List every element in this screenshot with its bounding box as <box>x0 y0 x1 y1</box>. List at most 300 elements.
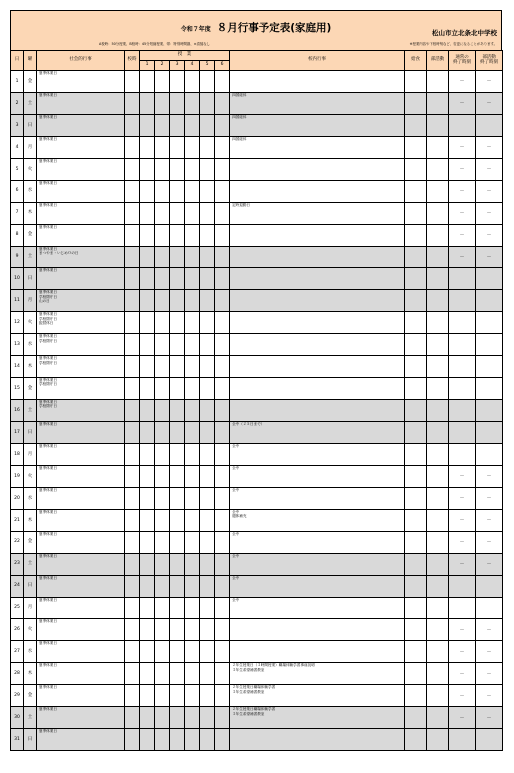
period-3-cell <box>170 356 185 378</box>
period-1-cell <box>140 443 155 465</box>
period-4-cell <box>185 465 200 487</box>
col-social-events: 社会的行事 <box>37 51 125 71</box>
school-event-line: 四国総体 <box>232 136 247 141</box>
period-1-cell <box>140 290 155 312</box>
normal-end-time-cell: － <box>449 509 476 531</box>
social-event-line: 夏季休業日 <box>39 707 57 712</box>
lunch-cell <box>405 378 427 400</box>
social-event-line: 学校閉庁日 <box>39 316 57 321</box>
day-cell: 3 <box>11 114 24 136</box>
social-event-line: 夏季休業日 <box>39 92 57 97</box>
social-event-line: 夏季休業日 <box>39 465 57 470</box>
period-2-cell <box>155 553 170 575</box>
day-cell: 9 <box>11 246 24 268</box>
period-type-cell <box>125 663 140 685</box>
period-type-cell <box>125 597 140 619</box>
lunch-cell <box>405 334 427 356</box>
weekday-cell: 火 <box>24 158 37 180</box>
social-event-line: 夏季休業日 <box>39 443 57 448</box>
table-row <box>11 531 503 553</box>
period-4-cell <box>185 707 200 729</box>
day-cell: 27 <box>11 641 24 663</box>
period-type-cell <box>125 202 140 224</box>
club-end-time-cell <box>476 290 503 312</box>
club-end-time-cell: － <box>476 246 503 268</box>
club-cell <box>427 224 449 246</box>
club-end-time-cell <box>476 597 503 619</box>
period-1-cell <box>140 641 155 663</box>
normal-end-time-cell <box>449 597 476 619</box>
period-3-cell <box>170 663 185 685</box>
period-2-cell <box>155 509 170 531</box>
col-lunch: 給食 <box>405 51 427 71</box>
period-2-cell <box>155 158 170 180</box>
period-4-cell <box>185 71 200 93</box>
period-6-cell <box>215 114 230 136</box>
table-row <box>11 619 503 641</box>
club-cell <box>427 71 449 93</box>
club-cell <box>427 619 449 641</box>
period-3-cell <box>170 334 185 356</box>
lunch-cell <box>405 641 427 663</box>
day-cell: 15 <box>11 378 24 400</box>
period-1-cell <box>140 356 155 378</box>
normal-end-time-cell <box>449 312 476 334</box>
normal-end-time-cell <box>449 729 476 751</box>
period-3-cell <box>170 378 185 400</box>
col-normal-end-l2: 終了時刻 <box>453 59 472 65</box>
club-end-time-cell <box>476 575 503 597</box>
social-events-cell <box>37 465 125 487</box>
period-3-cell <box>170 707 185 729</box>
period-6-cell <box>215 619 230 641</box>
period-type-cell <box>125 224 140 246</box>
period-6-cell <box>215 553 230 575</box>
period-4-cell <box>185 597 200 619</box>
social-event-line: 夏季休業日 <box>39 619 57 624</box>
lunch-cell <box>405 553 427 575</box>
day-cell: 23 <box>11 553 24 575</box>
table-row <box>11 334 503 356</box>
day-cell: 13 <box>11 334 24 356</box>
school-events-cell <box>230 114 405 136</box>
social-events-cell <box>37 707 125 729</box>
period-type-cell <box>125 465 140 487</box>
period-4-cell <box>185 202 200 224</box>
period-6-cell <box>215 71 230 93</box>
social-events-cell <box>37 487 125 509</box>
school-events-cell <box>230 707 405 729</box>
period-5-cell <box>200 619 215 641</box>
period-1-cell <box>140 575 155 597</box>
normal-end-time-cell: － <box>449 202 476 224</box>
period-3-cell <box>170 597 185 619</box>
club-end-time-cell <box>476 378 503 400</box>
social-events-cell <box>37 685 125 707</box>
table-row <box>11 356 503 378</box>
period-2-cell <box>155 180 170 202</box>
social-event-line: まつやま・いじめ０の日 <box>39 250 79 255</box>
period-6-cell <box>215 641 230 663</box>
lunch-cell <box>405 312 427 334</box>
period-6-cell <box>215 443 230 465</box>
normal-end-time-cell <box>449 334 476 356</box>
weekday-cell: 金 <box>24 71 37 93</box>
social-events-cell <box>37 114 125 136</box>
school-events-cell <box>230 246 405 268</box>
club-cell <box>427 356 449 378</box>
day-cell: 16 <box>11 400 24 422</box>
period-3-cell <box>170 531 185 553</box>
day-cell: 30 <box>11 707 24 729</box>
period-3-cell <box>170 92 185 114</box>
weekday-cell: 木 <box>24 202 37 224</box>
period-3-cell <box>170 641 185 663</box>
period-5-cell <box>200 246 215 268</box>
period-5-cell <box>200 136 215 158</box>
table-row <box>11 487 503 509</box>
col-club-end-time <box>476 51 503 71</box>
social-event-line: 学校閉庁日 <box>39 338 57 343</box>
table-row <box>11 268 503 290</box>
social-event-line: 夏季休業日 <box>39 531 57 536</box>
club-cell <box>427 729 449 751</box>
social-event-line: 夏季休業日 <box>39 378 57 383</box>
period-4-cell <box>185 290 200 312</box>
period-2-cell <box>155 641 170 663</box>
normal-end-time-cell: － <box>449 136 476 158</box>
period-3-cell <box>170 553 185 575</box>
normal-end-time-cell <box>449 290 476 312</box>
school-events-cell <box>230 465 405 487</box>
school-event-line: ２年生授業日職場体験学習 <box>232 685 276 690</box>
period-1-cell <box>140 553 155 575</box>
day-cell: 11 <box>11 290 24 312</box>
school-events-cell <box>230 619 405 641</box>
period-type-cell <box>125 268 140 290</box>
school-event-line: ３年生希望補習教室 <box>232 711 265 716</box>
club-end-time-cell <box>476 443 503 465</box>
period-1-cell <box>140 400 155 422</box>
table-row <box>11 290 503 312</box>
normal-end-time-cell: － <box>449 553 476 575</box>
normal-end-time-cell: － <box>449 531 476 553</box>
period-2-cell <box>155 400 170 422</box>
day-cell: 29 <box>11 685 24 707</box>
period-4-cell <box>185 180 200 202</box>
table-row <box>11 400 503 422</box>
period-4-cell <box>185 443 200 465</box>
day-cell: 8 <box>11 224 24 246</box>
social-events-cell <box>37 71 125 93</box>
period-6-cell <box>215 487 230 509</box>
table-row <box>11 224 503 246</box>
table-row <box>11 312 503 334</box>
period-2-cell <box>155 487 170 509</box>
club-cell <box>427 92 449 114</box>
club-end-time-cell <box>476 312 503 334</box>
period-2-cell <box>155 202 170 224</box>
table-row <box>11 443 503 465</box>
social-events-cell <box>37 422 125 444</box>
period-4-cell <box>185 356 200 378</box>
weekday-cell: 木 <box>24 356 37 378</box>
school-event-line: 全中 <box>232 487 240 492</box>
period-4-cell <box>185 663 200 685</box>
period-1-cell <box>140 312 155 334</box>
period-4-cell <box>185 575 200 597</box>
social-events-cell <box>37 312 125 334</box>
period-5-cell <box>200 597 215 619</box>
club-cell <box>427 290 449 312</box>
social-events-cell <box>37 136 125 158</box>
period-1-cell <box>140 158 155 180</box>
club-end-time-cell: － <box>476 619 503 641</box>
period-type-cell <box>125 136 140 158</box>
club-cell <box>427 114 449 136</box>
lunch-cell <box>405 290 427 312</box>
day-cell: 31 <box>11 729 24 751</box>
period-3-cell <box>170 400 185 422</box>
social-event-line: 夏季休業日 <box>39 224 57 229</box>
social-event-line: 夏季休業日 <box>39 356 57 361</box>
period-1-cell <box>140 114 155 136</box>
normal-end-time-cell: － <box>449 619 476 641</box>
club-cell <box>427 422 449 444</box>
club-end-time-cell: － <box>476 92 503 114</box>
period-type-cell <box>125 180 140 202</box>
table-row <box>11 685 503 707</box>
schedule-table <box>10 50 503 751</box>
school-events-cell <box>230 597 405 619</box>
school-event-line: 全中 <box>232 575 240 580</box>
social-event-line: 夏季休業日 <box>39 597 57 602</box>
school-name: 松山市立北条北中学校 <box>432 29 497 37</box>
period-2-cell <box>155 465 170 487</box>
day-cell: 6 <box>11 180 24 202</box>
social-events-cell <box>37 246 125 268</box>
period-5-cell <box>200 465 215 487</box>
period-type-cell <box>125 509 140 531</box>
school-event-line: 全中 <box>232 443 240 448</box>
social-event-line: 夏季休業日 <box>39 334 57 339</box>
weekday-cell: 土 <box>24 400 37 422</box>
school-events-cell <box>230 663 405 685</box>
school-event-line: 四国総体 <box>232 114 247 119</box>
club-end-time-cell: － <box>476 136 503 158</box>
period-6-cell <box>215 334 230 356</box>
period-1-cell <box>140 685 155 707</box>
lunch-cell <box>405 202 427 224</box>
school-events-cell <box>230 136 405 158</box>
school-event-line: 全中 <box>232 553 240 558</box>
social-events-cell <box>37 92 125 114</box>
period-3-cell <box>170 114 185 136</box>
weekday-cell: 水 <box>24 487 37 509</box>
day-cell: 1 <box>11 71 24 93</box>
weekday-cell: 月 <box>24 290 37 312</box>
period-1-cell <box>140 92 155 114</box>
table-row <box>11 729 503 751</box>
weekday-cell: 金 <box>24 685 37 707</box>
period-type-cell <box>125 158 140 180</box>
period-type-cell <box>125 531 140 553</box>
club-end-time-cell: － <box>476 641 503 663</box>
normal-end-time-cell: － <box>449 180 476 202</box>
col-period-1: 1 <box>140 61 155 71</box>
day-cell: 2 <box>11 92 24 114</box>
social-event-line: 夏季休業日 <box>39 158 57 163</box>
period-4-cell <box>185 92 200 114</box>
period-type-cell <box>125 246 140 268</box>
lunch-cell <box>405 729 427 751</box>
period-3-cell <box>170 136 185 158</box>
club-end-time-cell: － <box>476 202 503 224</box>
period-type-cell <box>125 356 140 378</box>
period-1-cell <box>140 619 155 641</box>
lunch-cell <box>405 224 427 246</box>
club-cell <box>427 312 449 334</box>
day-cell: 10 <box>11 268 24 290</box>
period-6-cell <box>215 707 230 729</box>
school-events-cell <box>230 224 405 246</box>
social-events-cell <box>37 268 125 290</box>
school-event-line: ２年生授業日（３時間授業）職場体験学習事前説明 <box>232 663 315 668</box>
period-1-cell <box>140 509 155 531</box>
period-5-cell <box>200 509 215 531</box>
school-event-line: ３年生希望補習教室 <box>232 689 265 694</box>
col-normal-end-time <box>449 51 476 71</box>
period-5-cell <box>200 114 215 136</box>
table-row <box>11 158 503 180</box>
club-cell <box>427 246 449 268</box>
weekday-cell: 火 <box>24 465 37 487</box>
weekday-cell: 日 <box>24 422 37 444</box>
period-type-cell <box>125 729 140 751</box>
day-cell: 22 <box>11 531 24 553</box>
sheet-header <box>10 10 502 50</box>
period-1-cell <box>140 707 155 729</box>
period-5-cell <box>200 685 215 707</box>
normal-end-time-cell: － <box>449 487 476 509</box>
club-end-time-cell: － <box>476 71 503 93</box>
social-event-line: 夏季休業日 <box>39 246 57 251</box>
day-cell: 25 <box>11 597 24 619</box>
day-cell: 28 <box>11 663 24 685</box>
club-cell <box>427 268 449 290</box>
period-3-cell <box>170 268 185 290</box>
period-2-cell <box>155 707 170 729</box>
normal-end-time-cell <box>449 422 476 444</box>
period-5-cell <box>200 334 215 356</box>
school-events-cell <box>230 531 405 553</box>
lunch-cell <box>405 114 427 136</box>
period-3-cell <box>170 575 185 597</box>
school-event-line: 全中（２５日まで） <box>232 422 265 426</box>
period-2-cell <box>155 312 170 334</box>
period-2-cell <box>155 422 170 444</box>
period-1-cell <box>140 334 155 356</box>
period-5-cell <box>200 268 215 290</box>
lunch-cell <box>405 465 427 487</box>
normal-end-time-cell: － <box>449 246 476 268</box>
weekday-cell: 木 <box>24 509 37 531</box>
day-cell: 19 <box>11 465 24 487</box>
social-events-cell <box>37 202 125 224</box>
lunch-cell <box>405 180 427 202</box>
social-events-cell <box>37 180 125 202</box>
col-period-2: 2 <box>155 61 170 71</box>
club-cell <box>427 641 449 663</box>
period-5-cell <box>200 202 215 224</box>
period-4-cell <box>185 378 200 400</box>
table-row <box>11 663 503 685</box>
social-event-line: 学校閉庁日 <box>39 404 57 409</box>
col-classes: 授 業 <box>140 51 230 61</box>
day-cell: 24 <box>11 575 24 597</box>
day-cell: 18 <box>11 443 24 465</box>
period-3-cell <box>170 509 185 531</box>
weekday-cell: 水 <box>24 641 37 663</box>
col-period-4: 4 <box>185 61 200 71</box>
fiscal-year: 令和７年度 <box>180 26 211 33</box>
period-6-cell <box>215 531 230 553</box>
period-1-cell <box>140 246 155 268</box>
normal-end-time-cell <box>449 443 476 465</box>
change-note: ※授業内容や下校時刻など、変更になることがあります。 <box>409 42 497 46</box>
school-event-line: 全中 <box>232 509 240 514</box>
period-3-cell <box>170 180 185 202</box>
normal-end-time-cell: － <box>449 641 476 663</box>
period-3-cell <box>170 71 185 93</box>
club-end-time-cell: － <box>476 465 503 487</box>
school-events-cell <box>230 422 405 444</box>
col-club-end-l1: 部活動 <box>482 54 496 60</box>
col-period-3: 3 <box>170 61 185 71</box>
period-2-cell <box>155 334 170 356</box>
table-row <box>11 553 503 575</box>
period-1-cell <box>140 729 155 751</box>
day-cell: 12 <box>11 312 24 334</box>
period-type-cell <box>125 92 140 114</box>
club-cell <box>427 707 449 729</box>
period-type-cell <box>125 575 140 597</box>
club-end-time-cell <box>476 422 503 444</box>
period-1-cell <box>140 136 155 158</box>
period-6-cell <box>215 202 230 224</box>
period-1-cell <box>140 465 155 487</box>
col-period-type: 校時 <box>125 51 140 71</box>
social-events-cell <box>37 400 125 422</box>
table-row <box>11 378 503 400</box>
normal-end-time-cell <box>449 400 476 422</box>
lunch-cell <box>405 575 427 597</box>
club-cell <box>427 443 449 465</box>
day-cell: 5 <box>11 158 24 180</box>
normal-end-time-cell: － <box>449 224 476 246</box>
period-4-cell <box>185 729 200 751</box>
club-cell <box>427 685 449 707</box>
school-events-cell <box>230 92 405 114</box>
day-cell: 21 <box>11 509 24 531</box>
period-5-cell <box>200 531 215 553</box>
period-5-cell <box>200 641 215 663</box>
club-cell <box>427 158 449 180</box>
table-row <box>11 180 503 202</box>
period-3-cell <box>170 158 185 180</box>
social-events-cell <box>37 334 125 356</box>
lunch-cell <box>405 531 427 553</box>
